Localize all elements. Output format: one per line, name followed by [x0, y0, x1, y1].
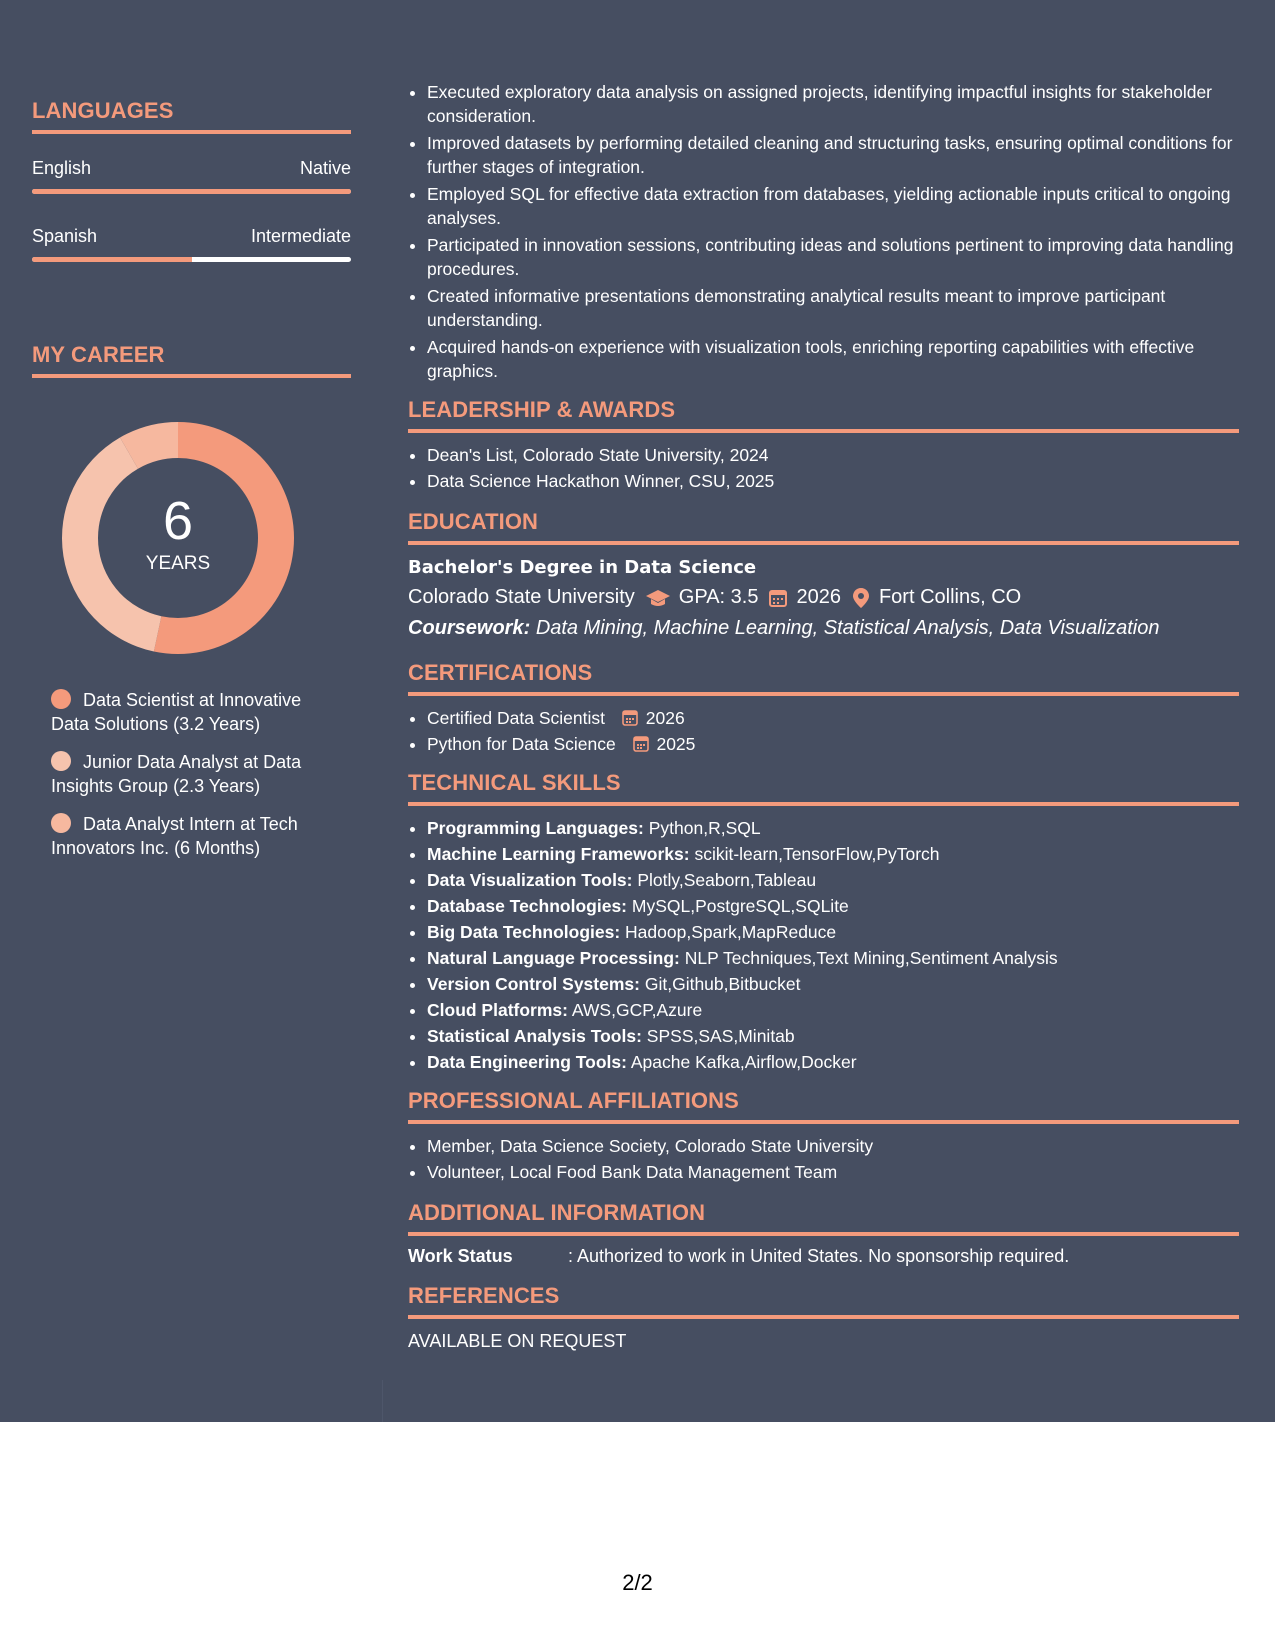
calendar-icon [633, 735, 649, 752]
school-location: Fort Collins, CO [878, 586, 1022, 608]
skill-label: Programming Languages: [427, 818, 644, 838]
affiliations-section [408, 1088, 1239, 1184]
career-role-label: Junior Data Analyst at Data Insights Group (2.3 Years) [51, 752, 302, 796]
skills-title: TECHNICAL SKILLS [408, 770, 1239, 806]
leadership-item: • Data Science Hackathon Winner, CSU, 2025 [427, 469, 1239, 493]
work-status-value: : Authorized to work in United States. No sponsorship required. [568, 1246, 1070, 1266]
skill-label: Database Technologies: [427, 896, 628, 916]
skill-label: Natural Language Processing: [427, 948, 680, 968]
language-name: Spanish [32, 226, 98, 246]
career-legend [51, 688, 341, 860]
education-title: EDUCATION [408, 509, 1239, 545]
skill-item [427, 998, 1239, 1022]
skill-label: Version Control Systems: [427, 974, 640, 994]
career-total-unit: YEARS [145, 553, 211, 574]
skill-value: Plotly,Seaborn,Tableau [637, 870, 817, 890]
skill-item [427, 816, 1239, 840]
additional-title: ADDITIONAL INFORMATION [408, 1200, 1239, 1236]
skill-value: Hadoop,Spark,MapReduce [625, 922, 837, 942]
certification-item [427, 732, 1239, 756]
column-divider [382, 1380, 383, 1422]
certification-name: Python for Data Science [427, 734, 616, 754]
calendar-icon [768, 588, 788, 608]
certifications-title: CERTIFICATIONS [408, 660, 1239, 696]
language-row-spanish [32, 226, 351, 247]
education-section [408, 509, 1239, 640]
career-title: MY CAREER [32, 342, 351, 378]
skill-item [427, 894, 1239, 918]
skill-label: Machine Learning Frameworks: [427, 844, 690, 864]
career-role-label: Data Analyst Intern at Tech Innovators Inc. (6 Months) [51, 814, 298, 858]
calendar-icon [622, 709, 638, 726]
skill-value: NLP Techniques,Text Mining,Sentiment Analysis [684, 948, 1058, 968]
affiliations-title: PROFESSIONAL AFFILIATIONS [408, 1088, 1239, 1124]
work-status [408, 1246, 1239, 1267]
skill-item [427, 972, 1239, 996]
career-legend-item [51, 750, 341, 798]
work-status-label: Work Status [408, 1246, 513, 1266]
leadership-title: LEADERSHIP & AWARDS [408, 397, 1239, 433]
skills-section [408, 770, 1239, 1074]
career-total-number: 6 [162, 491, 194, 551]
page-number: 2/2 [622, 1570, 653, 1595]
certification-year: 2025 [656, 734, 696, 754]
skill-item [427, 920, 1239, 944]
main-column [408, 0, 1239, 1352]
skill-label: Data Engineering Tools: [427, 1052, 627, 1072]
coursework [408, 617, 1239, 640]
additional-section [408, 1200, 1239, 1267]
skill-value: Git,Github,Bitbucket [644, 974, 801, 994]
language-row-english [32, 158, 351, 179]
skill-label: Big Data Technologies: [427, 922, 621, 942]
career-legend-item [51, 688, 341, 736]
legend-dot [51, 751, 71, 771]
certifications-section [408, 660, 1239, 756]
degree-title: Bachelor's Degree in Data Science [408, 557, 757, 578]
language-level: Intermediate [250, 226, 351, 246]
career-legend-item [51, 812, 341, 860]
career-role-label: Data Scientist at Innovative Data Solutions (3.2 Years) [51, 690, 302, 734]
skill-label: Data Visualization Tools: [427, 870, 633, 890]
graduation-cap-icon [645, 588, 671, 608]
career-donut-chart [62, 422, 294, 654]
skill-value: Apache Kafka,Airflow,Docker [630, 1052, 857, 1072]
references-title: REFERENCES [408, 1283, 1239, 1319]
skill-value: SPSS,SAS,Minitab [646, 1026, 795, 1046]
language-name: English [32, 158, 92, 178]
language-level: Native [299, 158, 351, 178]
coursework-value: Data Mining, Machine Learning, Statistical Analysis, Data Visualization [535, 617, 1160, 639]
leadership-list [408, 443, 1239, 493]
location-pin-icon [851, 587, 871, 609]
skill-item [427, 1050, 1239, 1074]
skill-item [427, 1024, 1239, 1048]
coursework-label: Coursework: [408, 617, 531, 639]
career-donut-center [62, 422, 294, 654]
language-bar-fill [32, 189, 351, 194]
affiliation-item: • Volunteer, Local Food Bank Data Management Team [427, 1160, 1239, 1184]
certification-item [427, 706, 1239, 730]
affiliations-list [408, 1134, 1239, 1184]
legend-dot [51, 689, 71, 709]
experience-bullets [408, 80, 1239, 383]
skill-item [427, 946, 1239, 970]
skill-label: Cloud Platforms: [427, 1000, 568, 1020]
certification-year: 2026 [645, 708, 685, 728]
language-bar-spanish [32, 257, 351, 262]
references-section [408, 1283, 1239, 1352]
experience-bullet: • Created informative presentations demonstrating analytical results meant to improve participant understanding. [427, 284, 1239, 332]
education-meta [408, 586, 1239, 609]
skill-value: MySQL,PostgreSQL,SQLite [631, 896, 849, 916]
experience-bullet: • Improved datasets by performing detailed cleaning and structuring tasks, ensuring optimal conditions for further stages of integration. [427, 131, 1239, 179]
skill-value: AWS,GCP,Azure [571, 1000, 703, 1020]
skill-item [427, 868, 1239, 892]
certifications-list [408, 706, 1239, 756]
skill-value: scikit-learn,TensorFlow,PyTorch [694, 844, 940, 864]
references-text: AVAILABLE ON REQUEST [408, 1331, 627, 1351]
skill-label: Statistical Analysis Tools: [427, 1026, 642, 1046]
sidebar [32, 0, 351, 874]
gpa: GPA: 3.5 [678, 586, 759, 608]
experience-bullet: • Acquired hands-on experience with visualization tools, enriching reporting capabilities with effective graphics. [427, 335, 1239, 383]
affiliation-item: • Member, Data Science Society, Colorado State University [427, 1134, 1239, 1158]
skill-value: Python,R,SQL [648, 818, 761, 838]
skill-item [427, 842, 1239, 866]
graduation-year: 2026 [796, 586, 841, 608]
school-name: Colorado State University [408, 586, 635, 608]
certification-name: Certified Data Scientist [427, 708, 605, 728]
experience-bullet: • Employed SQL for effective data extraction from databases, yielding actionable inputs critical to ongoing analyses. [427, 182, 1239, 230]
leadership-item: • Dean's List, Colorado State University, 2024 [427, 443, 1239, 467]
languages-section [32, 98, 351, 262]
language-bar-fill [32, 257, 192, 262]
skills-list [408, 816, 1239, 1074]
career-section [32, 342, 351, 860]
experience-bullet: • Executed exploratory data analysis on assigned projects, identifying impactful insights for stakeholder consideration. [427, 80, 1239, 128]
leadership-section [408, 397, 1239, 493]
language-bar-english [32, 189, 351, 194]
legend-dot [51, 813, 71, 833]
experience-bullet: • Participated in innovation sessions, contributing ideas and solutions pertinent to improving data handling procedures. [427, 233, 1239, 281]
languages-title: LANGUAGES [32, 98, 351, 134]
